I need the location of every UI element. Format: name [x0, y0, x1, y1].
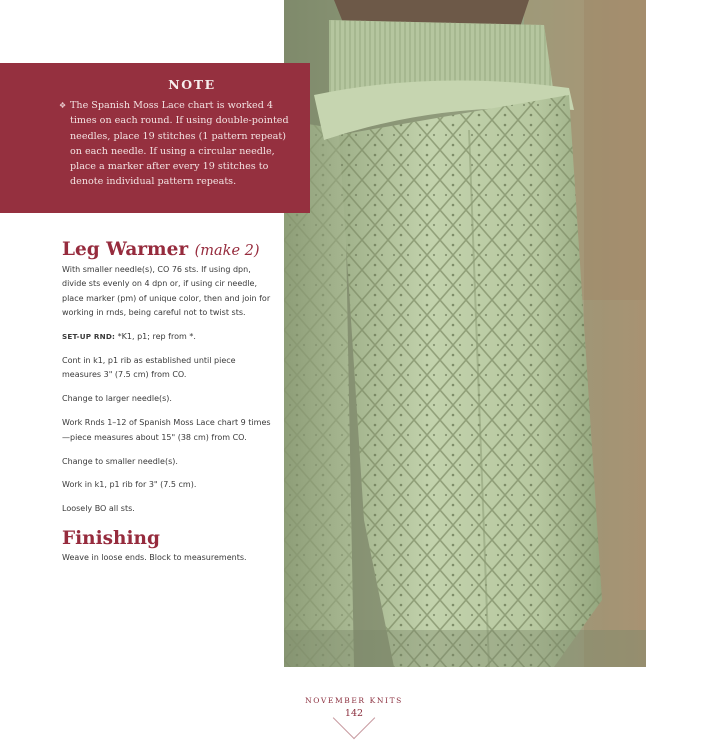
setup-round-label: SET-UP RND: — [62, 332, 116, 342]
note-box — [0, 63, 310, 213]
bind-off-paragraph: Loosely BO all sts. — [62, 504, 135, 514]
leg-warmer-title: Leg Warmer — [62, 239, 189, 260]
book-title: NOVEMBER KNITS — [305, 696, 403, 705]
cast-on-paragraph: With smaller needle(s), CO 76 sts. If using dpn, divide sts evenly on 4 dpn or, if using cir needle, place marker (pm) of unique color, then and join for working in rnds, being careful not to twist sts. — [62, 265, 271, 318]
finishing-paragraph: Weave in loose ends. Block to measurements. — [62, 552, 247, 562]
setup-round-text: *K1, p1; rep from *. — [115, 332, 196, 342]
instructions-column — [62, 238, 277, 575]
final-rib-paragraph: Work in k1, p1 rib for 3" (7.5 cm). — [62, 480, 197, 490]
smaller-needle-paragraph: Change to smaller needle(s). — [62, 456, 178, 466]
leg-warmer-subtitle: (make 2) — [194, 243, 260, 259]
page-number: 142 — [344, 708, 364, 719]
page-footer — [0, 696, 708, 719]
note-body: The Spanish Moss Lace chart is worked 4 times on each round. If using double-pointed needles, place 19 stitches (1 pattern repeat) on each needle. If using a circular needle, place a marker after every 19 stitches to denote individual pattern repeats. — [70, 100, 289, 188]
note-text — [59, 98, 292, 190]
leg-warmer-photo — [284, 0, 646, 667]
setup-round-paragraph — [62, 330, 277, 344]
rib-paragraph: Cont in k1, p1 rib as established until piece measures 3" (7.5 cm) from CO. — [62, 356, 236, 380]
note-heading: NOTE — [168, 77, 216, 92]
diamond-bullet-icon: ❖ — [59, 101, 67, 110]
chart-paragraph: Work Rnds 1–12 of Spanish Moss Lace chart 9 times—piece measures about 15" (38 cm) from CO. — [62, 418, 271, 442]
larger-needle-paragraph: Change to larger needle(s). — [62, 394, 172, 404]
finishing-heading: Finishing — [62, 527, 160, 549]
leg-warmer-heading — [62, 238, 277, 263]
